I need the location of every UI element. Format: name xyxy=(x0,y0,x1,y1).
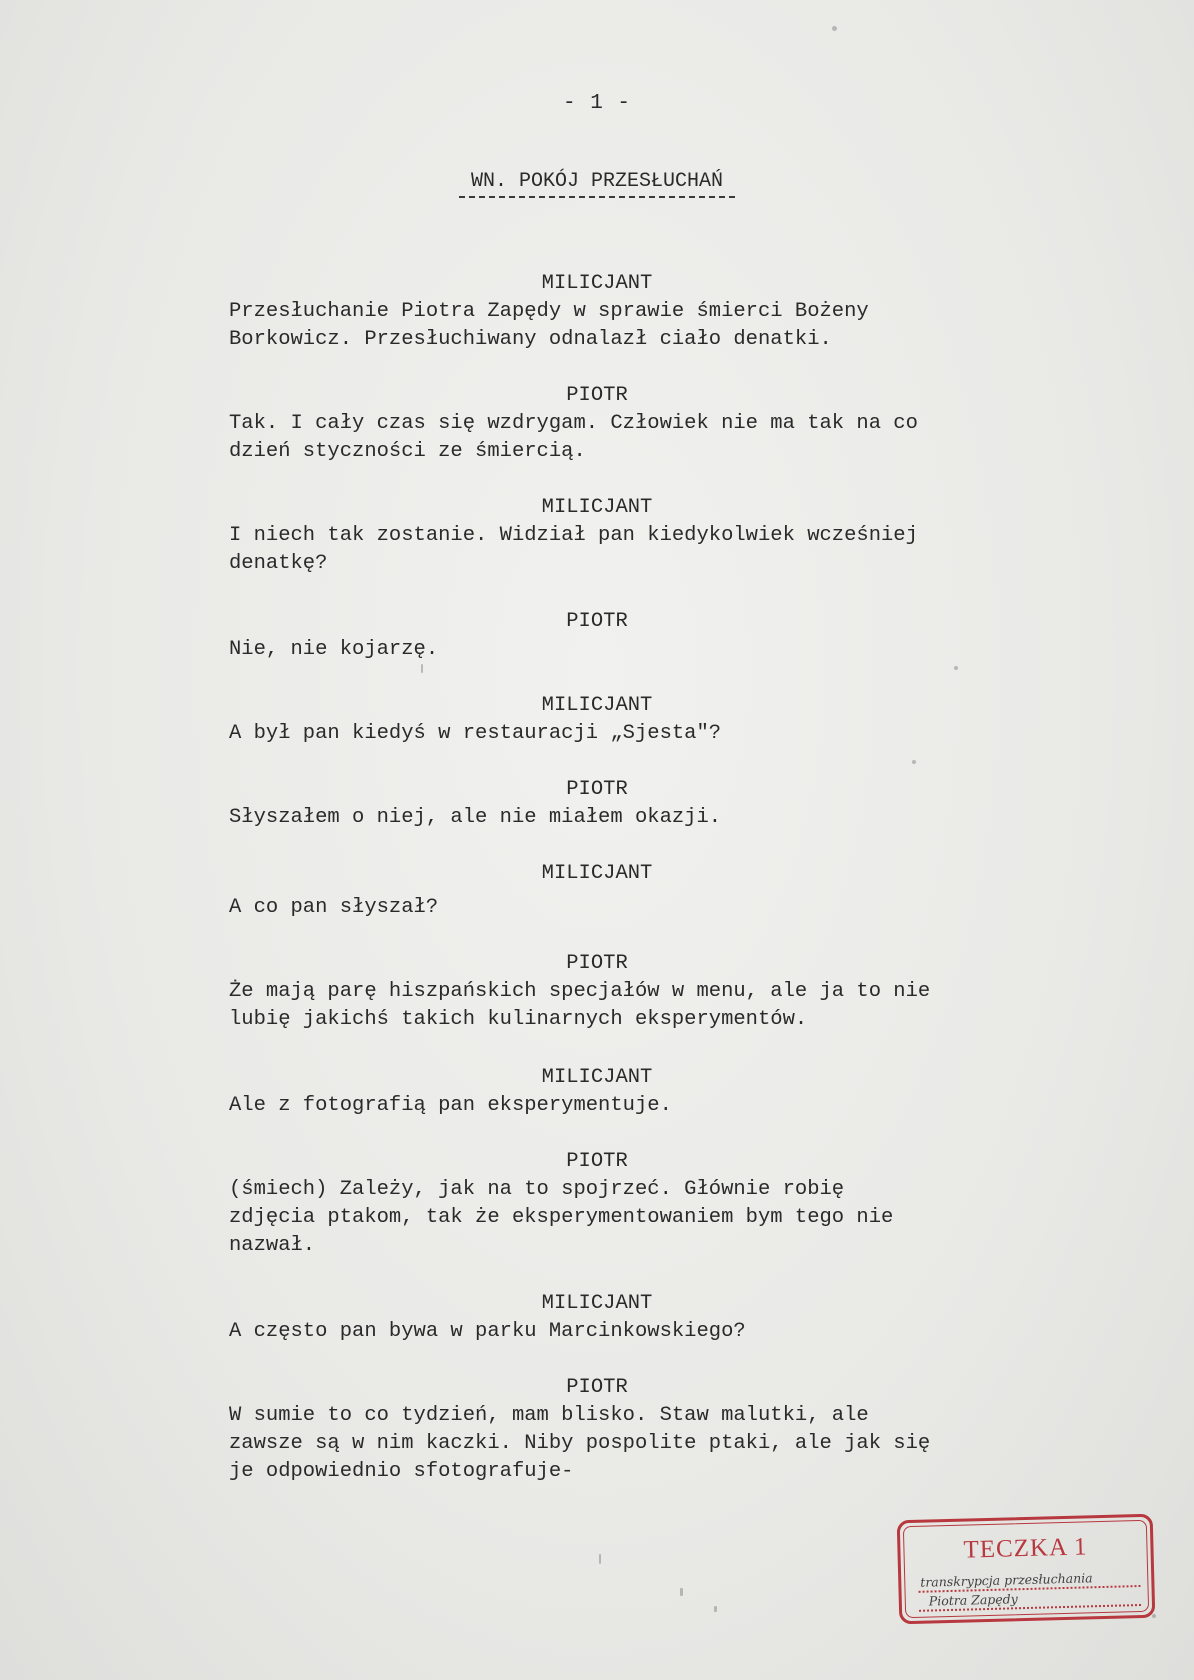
paper-speck xyxy=(832,26,837,31)
dialogue-text: I niech tak zostanie. Widział pan kiedykolwiek wcześniej denatkę? xyxy=(229,524,918,575)
dialogue-block xyxy=(229,860,999,922)
character-name: MILICJANT xyxy=(541,272,653,295)
dialogue-text: Przesłuchanie Piotra Zapędy w sprawie śmierci Bożeny Borkowicz. Przesłuchiwany odnalazł ciało denatki. xyxy=(229,300,869,351)
character-name: MILICJANT xyxy=(541,496,653,519)
character-name: MILICJANT xyxy=(541,694,653,717)
paper-speck xyxy=(912,760,916,764)
character-name: PIOTR xyxy=(566,952,628,975)
dialogue-block xyxy=(229,1064,999,1120)
dialogue-block xyxy=(229,1148,999,1260)
character-name: PIOTR xyxy=(566,384,628,407)
dialogue-text: Tak. I cały czas się wzdrygam. Człowiek nie ma tak na co dzień styczności ze śmiercią. xyxy=(229,412,918,463)
dialogue-block xyxy=(229,692,999,748)
dialogue-text: A był pan kiedyś w restauracji „Sjesta"? xyxy=(229,722,722,745)
character-name: PIOTR xyxy=(566,610,628,633)
paper-speck xyxy=(680,1588,683,1596)
character-name: MILICJANT xyxy=(541,1066,653,1089)
stamp-title: TECZKA 1 xyxy=(963,1533,1088,1564)
page-number: - 1 - xyxy=(562,92,631,115)
dialogue-block xyxy=(229,950,999,1034)
paper-speck xyxy=(714,1606,717,1612)
dialogue-text: Nie, nie kojarzę. xyxy=(229,638,439,661)
character-name: PIOTR xyxy=(566,1376,628,1399)
paper-speck xyxy=(954,666,958,670)
stamp-handwritten-line2: Piotra Zapędy xyxy=(928,1591,1018,1609)
dialogue-block xyxy=(229,1374,999,1486)
dialogue-text: W sumie to co tydzień, mam blisko. Staw malutki, ale zawsze są w nim kaczki. Niby pospolite ptaki, ale jak się je odpowiednio sfotografuje- xyxy=(229,1404,931,1483)
dialogue-text: Że mają parę hiszpańskich specjałów w menu, ale ja to nie lubię jakichś takich kulinarnych eksperymentów. xyxy=(229,980,931,1031)
scene-heading-text: WN. POKÓJ PRZESŁUCHAŃ xyxy=(459,170,735,198)
dialogue-block xyxy=(229,270,999,354)
dialogue-text: Słyszałem o niej, ale nie miałem okazji. xyxy=(229,806,722,829)
dialogue-block xyxy=(229,608,999,664)
scene-heading xyxy=(0,170,1194,198)
dialogue-text: Ale z fotografią pan eksperymentuje. xyxy=(229,1094,672,1117)
character-name: PIOTR xyxy=(566,1150,628,1173)
dialogue-text: A często pan bywa w parku Marcinkowskiego? xyxy=(229,1320,746,1343)
paper-speck xyxy=(599,1554,601,1564)
stamp-handwritten-line1: transkrypcja przesłuchania xyxy=(920,1570,1093,1590)
character-name: PIOTR xyxy=(566,778,628,801)
paper-speck xyxy=(421,664,423,673)
dialogue-block xyxy=(229,1290,999,1346)
dialogue-block xyxy=(229,776,999,832)
character-name: MILICJANT xyxy=(541,1292,653,1315)
dialogue-block xyxy=(229,382,999,466)
dialogue-text: A co pan słyszał? xyxy=(229,896,439,919)
case-file-stamp xyxy=(897,1514,1156,1625)
dialogue-block xyxy=(229,494,999,578)
dialogue-script xyxy=(229,270,999,1486)
dialogue-text: (śmiech) Zależy, jak na to spojrzeć. Głównie robię zdjęcia ptakom, tak że eksperymentowaniem bym tego nie nazwał. xyxy=(229,1178,894,1257)
character-name: MILICJANT xyxy=(541,862,653,885)
